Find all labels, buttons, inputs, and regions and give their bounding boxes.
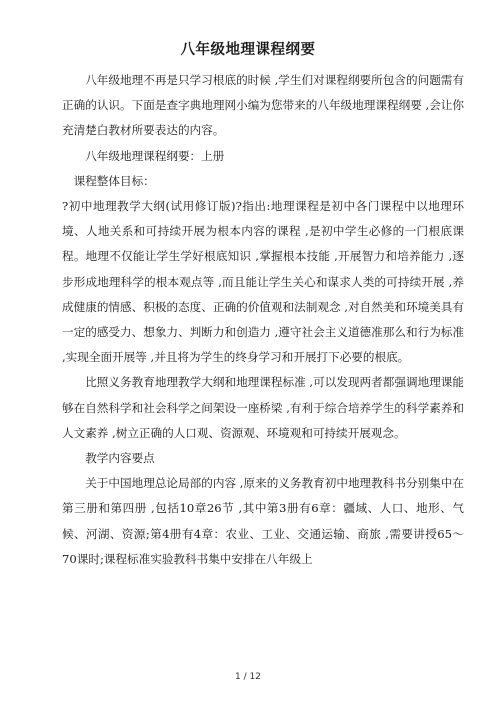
section-heading-content: 教学内容要点 <box>85 451 155 466</box>
document-title: 八年级地理课程纲要 <box>180 42 316 58</box>
section-heading-upper-volume: 八年级地理课程纲要：上册 <box>85 148 225 163</box>
section-heading-goals: 课程整体目标： <box>73 173 155 188</box>
goals-paragraph: ?初中地理教学大纲(试用修订版)?指出:地理课程是初中各门课程中以地理环境、人地关系和可持续开展为根本内容的课程 ,是初中学生必修的一门根底课程。地理不仅能让学生学好根底知识 ,掌握根本技能 ,开展智力和培养能力 ,逐步形成地理科学的根本观点等 ,而且能让学生关心和谋求人类的可持续开展 ,养成健康的情感、积极的态度、正确的价值观和法制观念 ,对自然美和环境美具有一定的感受力、想象力、判断力和创造力 ,遵守社会主义道德准那么和行为标准 ,实现全面开展等 ,并且将为学生的终身学习和开展打下必要的根底。 <box>62 199 464 365</box>
page-number: 1 / 12 <box>235 672 261 682</box>
intro-paragraph: 八年级地理不再是只学习根底的时候 ,学生们对课程纲要所包含的问题需有正确的认识。下面是查字典地理网小编为您带来的八年级地理课程纲要 ,会让你充清楚白教材所要表达的内容。 <box>62 73 464 138</box>
content-paragraph: 关于中国地理总论局部的内容 ,原来的义务教育初中地理教科书分别集中在第三册和第四册 ,包括10章26节 ,其中第3册有6章：疆域、人口、地形、气候、河湖、资源;第4册有4章：农业、工业、交通运输、商旅 ,需要讲授65～70课时;课程标准实验教科书集中安排在八年级上 <box>62 476 464 566</box>
document-body <box>62 68 464 572</box>
comparison-paragraph: 比照义务教育地理教学大纲和地理课程标准 ,可以发现两者都强调地理课能够在自然科学和社会科学之间架设一座桥梁 ,有利于综合培养学生的科学素养和人文素养 ,树立正确的人口观、资源观、环境观和可持续开展观念。 <box>62 375 464 440</box>
